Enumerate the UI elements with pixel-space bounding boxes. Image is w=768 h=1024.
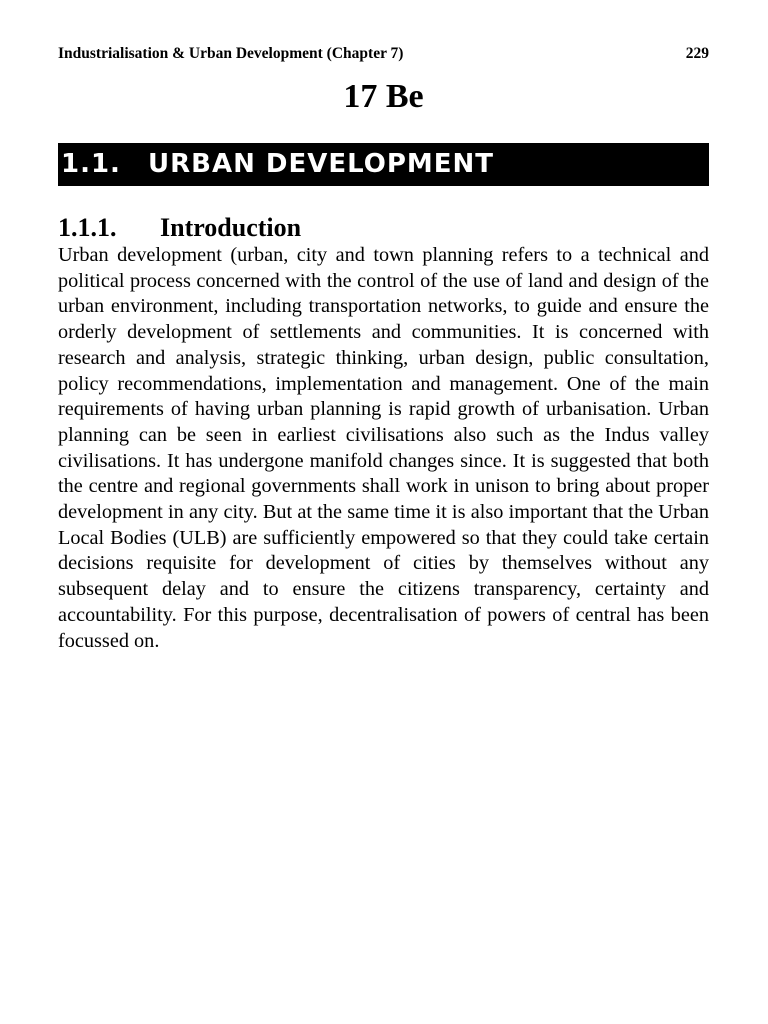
subsection-heading — [58, 211, 709, 245]
subsection-number: 1.1.1. — [58, 213, 117, 242]
chapter-title: 17 Be — [343, 78, 424, 115]
section-title: URBAN DEVELOPMENT — [148, 149, 495, 179]
subsection-title: Introduction — [160, 213, 302, 242]
running-header-chapter: Industrialisation & Urban Development (Chapter 7) — [58, 45, 404, 62]
body-paragraph: Urban development (urban, city and town planning refers to a technical and political process concerned with the control of the use of land and design of the urban environment, including transportation networks, to guide and ensure the orderly development of settlements and communities. It is concerned with research and analysis, strategic thinking, urban design, public consultation, policy recommendations, implementation and management. One of the main requirements of having urban planning is rapid growth of urbanisation. Urban planning can be seen in earliest civilisations also such as the Indus valley civilisations. It has undergone manifold changes since. It is suggested that both the centre and regional governments shall work in unison to bring about proper development in any city. But at the same time it is also important that the Urban Local Bodies (ULB) are sufficiently empowered so that they could take certain decisions requisite for development of cities by themselves without any subsequent delay and to ensure the citizens transparency, certainty and accountability. For this purpose, decentralisation of powers of central has been focussed on. — [58, 244, 709, 652]
section-heading-bar — [58, 143, 709, 186]
page-number: 229 — [685, 45, 709, 62]
section-number: 1.1. — [61, 149, 121, 179]
running-header — [58, 44, 709, 64]
